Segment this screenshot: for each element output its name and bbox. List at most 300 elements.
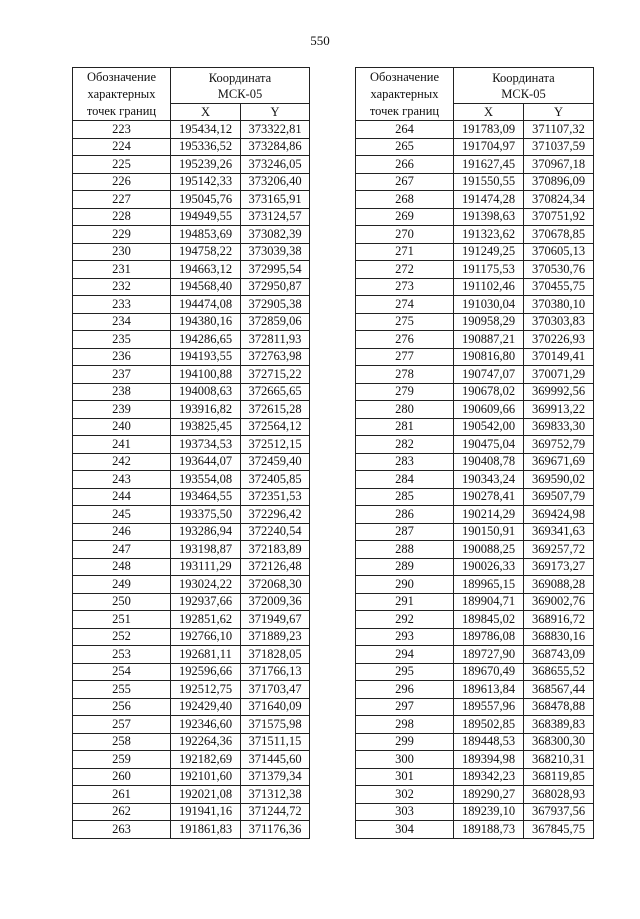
x-coordinate-cell: 190475,04 <box>454 436 524 454</box>
y-coordinate-cell: 369671,69 <box>524 453 594 471</box>
point-id-cell: 279 <box>356 383 454 401</box>
coordinate-header <box>171 68 310 104</box>
x-coordinate-cell: 191249,25 <box>454 243 524 261</box>
y-coordinate-cell: 373206,40 <box>241 173 310 191</box>
table-row <box>356 401 594 419</box>
table-row <box>73 453 310 471</box>
x-coordinate-cell: 190278,41 <box>454 488 524 506</box>
point-id-cell: 234 <box>73 313 171 331</box>
table-row <box>73 663 310 681</box>
x-coordinate-cell: 191102,46 <box>454 278 524 296</box>
y-coordinate-cell: 368300,30 <box>524 733 594 751</box>
x-coordinate-cell: 193375,50 <box>171 506 241 524</box>
designation-header-line1: Обозначение <box>369 69 440 84</box>
point-id-cell: 255 <box>73 681 171 699</box>
y-coordinate-cell: 368743,09 <box>524 646 594 664</box>
table-row <box>73 348 310 366</box>
x-coordinate-cell: 192101,60 <box>171 768 241 786</box>
y-coordinate-cell: 367845,75 <box>524 821 594 839</box>
y-coordinate-cell: 372183,89 <box>241 541 310 559</box>
x-coordinate-cell: 192429,40 <box>171 698 241 716</box>
y-coordinate-cell: 370380,10 <box>524 296 594 314</box>
y-coordinate-cell: 368830,16 <box>524 628 594 646</box>
point-id-cell: 232 <box>73 278 171 296</box>
y-coordinate-cell: 369507,79 <box>524 488 594 506</box>
y-coordinate-cell: 369590,02 <box>524 471 594 489</box>
point-id-cell: 298 <box>356 716 454 734</box>
table-row <box>73 768 310 786</box>
table-row <box>73 803 310 821</box>
table-row <box>73 156 310 174</box>
point-id-cell: 224 <box>73 138 171 156</box>
point-id-cell: 286 <box>356 506 454 524</box>
y-coordinate-cell: 370605,13 <box>524 243 594 261</box>
table-row <box>73 226 310 244</box>
table-row <box>356 768 594 786</box>
point-id-cell: 236 <box>73 348 171 366</box>
x-coordinate-cell: 192596,66 <box>171 663 241 681</box>
table-row <box>73 436 310 454</box>
point-id-cell: 301 <box>356 768 454 786</box>
x-coordinate-cell: 189448,53 <box>454 733 524 751</box>
point-id-cell: 266 <box>356 156 454 174</box>
y-coordinate-cell: 372240,54 <box>241 523 310 541</box>
y-coordinate-cell: 371828,05 <box>241 646 310 664</box>
x-coordinate-cell: 190214,29 <box>454 506 524 524</box>
table-row <box>73 278 310 296</box>
point-id-cell: 254 <box>73 663 171 681</box>
table-row <box>73 138 310 156</box>
x-coordinate-cell: 192766,10 <box>171 628 241 646</box>
table-row <box>73 401 310 419</box>
x-coordinate-cell: 194380,16 <box>171 313 241 331</box>
y-coordinate-cell: 367937,56 <box>524 803 594 821</box>
y-coordinate-cell: 368478,88 <box>524 698 594 716</box>
y-coordinate-cell: 372950,87 <box>241 278 310 296</box>
table-row <box>73 698 310 716</box>
x-coordinate-cell: 189239,10 <box>454 803 524 821</box>
x-coordinate-cell: 190343,24 <box>454 471 524 489</box>
x-coordinate-cell: 190026,33 <box>454 558 524 576</box>
table-row <box>73 821 310 839</box>
table-row <box>73 121 310 139</box>
y-coordinate-cell: 371244,72 <box>241 803 310 821</box>
point-id-cell: 284 <box>356 471 454 489</box>
point-id-cell: 252 <box>73 628 171 646</box>
x-coordinate-cell: 194100,88 <box>171 366 241 384</box>
point-id-cell: 295 <box>356 663 454 681</box>
y-coordinate-cell: 371703,47 <box>241 681 310 699</box>
x-coordinate-cell: 190609,66 <box>454 401 524 419</box>
y-coordinate-cell: 373124,57 <box>241 208 310 226</box>
y-coordinate-cell: 371445,60 <box>241 751 310 769</box>
point-id-cell: 251 <box>73 611 171 629</box>
x-coordinate-cell: 191474,28 <box>454 191 524 209</box>
x-coordinate-cell: 191783,09 <box>454 121 524 139</box>
x-column-header: X <box>454 104 524 121</box>
x-coordinate-cell: 192937,66 <box>171 593 241 611</box>
x-coordinate-cell: 193554,08 <box>171 471 241 489</box>
x-coordinate-cell: 194568,40 <box>171 278 241 296</box>
table-row <box>73 628 310 646</box>
point-id-cell: 271 <box>356 243 454 261</box>
x-coordinate-cell: 193916,82 <box>171 401 241 419</box>
table-row <box>356 226 594 244</box>
point-id-cell: 249 <box>73 576 171 594</box>
table-row <box>73 681 310 699</box>
coordinates-table-right <box>355 67 594 839</box>
x-coordinate-cell: 190887,21 <box>454 331 524 349</box>
y-coordinate-cell: 370149,41 <box>524 348 594 366</box>
point-id-cell: 270 <box>356 226 454 244</box>
table-row <box>356 541 594 559</box>
point-id-cell: 244 <box>73 488 171 506</box>
y-coordinate-cell: 373284,86 <box>241 138 310 156</box>
table-row <box>73 383 310 401</box>
point-id-cell: 245 <box>73 506 171 524</box>
table-row <box>356 243 594 261</box>
x-coordinate-cell: 191627,45 <box>454 156 524 174</box>
y-coordinate-cell: 368655,52 <box>524 663 594 681</box>
point-id-cell: 273 <box>356 278 454 296</box>
y-coordinate-cell: 368119,85 <box>524 768 594 786</box>
point-id-cell: 248 <box>73 558 171 576</box>
y-coordinate-cell: 370678,85 <box>524 226 594 244</box>
table-row <box>356 786 594 804</box>
table-row <box>356 453 594 471</box>
point-id-cell: 280 <box>356 401 454 419</box>
point-id-cell: 264 <box>356 121 454 139</box>
table-row <box>356 261 594 279</box>
designation-header-line1: Обозначение <box>86 69 157 84</box>
point-id-cell: 243 <box>73 471 171 489</box>
coordinate-header-line2: МСК-05 <box>217 86 263 101</box>
x-coordinate-cell: 191550,55 <box>454 173 524 191</box>
point-id-cell: 260 <box>73 768 171 786</box>
point-id-cell: 275 <box>356 313 454 331</box>
point-id-cell: 229 <box>73 226 171 244</box>
y-coordinate-cell: 368567,44 <box>524 681 594 699</box>
x-coordinate-cell: 190088,25 <box>454 541 524 559</box>
table-row <box>356 646 594 664</box>
point-id-cell: 300 <box>356 751 454 769</box>
table-row <box>356 191 594 209</box>
x-coordinate-cell: 194949,55 <box>171 208 241 226</box>
table-row <box>73 313 310 331</box>
table-row <box>73 611 310 629</box>
point-id-cell: 233 <box>73 296 171 314</box>
y-coordinate-cell: 371766,13 <box>241 663 310 681</box>
point-id-cell: 297 <box>356 698 454 716</box>
x-coordinate-cell: 191861,83 <box>171 821 241 839</box>
table-row <box>73 716 310 734</box>
designation-header <box>356 68 454 121</box>
y-coordinate-cell: 372009,36 <box>241 593 310 611</box>
x-coordinate-cell: 189557,96 <box>454 698 524 716</box>
point-id-cell: 265 <box>356 138 454 156</box>
table-row <box>356 208 594 226</box>
y-coordinate-cell: 373165,91 <box>241 191 310 209</box>
point-id-cell: 226 <box>73 173 171 191</box>
x-coordinate-cell: 192346,60 <box>171 716 241 734</box>
point-id-cell: 303 <box>356 803 454 821</box>
point-id-cell: 240 <box>73 418 171 436</box>
y-coordinate-cell: 370824,34 <box>524 191 594 209</box>
y-coordinate-cell: 369913,22 <box>524 401 594 419</box>
x-coordinate-cell: 195142,33 <box>171 173 241 191</box>
y-coordinate-cell: 372296,42 <box>241 506 310 524</box>
point-id-cell: 276 <box>356 331 454 349</box>
table-row <box>356 733 594 751</box>
table-row <box>356 296 594 314</box>
table-row <box>356 383 594 401</box>
y-coordinate-cell: 372665,65 <box>241 383 310 401</box>
designation-header-line3: точек границ <box>369 103 440 118</box>
x-coordinate-cell: 189188,73 <box>454 821 524 839</box>
y-coordinate-cell: 372459,40 <box>241 453 310 471</box>
table-row <box>356 803 594 821</box>
y-coordinate-cell: 370967,18 <box>524 156 594 174</box>
point-id-cell: 257 <box>73 716 171 734</box>
table-row <box>73 261 310 279</box>
x-coordinate-cell: 192182,69 <box>171 751 241 769</box>
y-coordinate-cell: 370530,76 <box>524 261 594 279</box>
point-id-cell: 242 <box>73 453 171 471</box>
point-id-cell: 278 <box>356 366 454 384</box>
x-coordinate-cell: 194286,65 <box>171 331 241 349</box>
point-id-cell: 238 <box>73 383 171 401</box>
x-coordinate-cell: 195239,26 <box>171 156 241 174</box>
y-coordinate-cell: 369088,28 <box>524 576 594 594</box>
table-row <box>356 471 594 489</box>
x-coordinate-cell: 194193,55 <box>171 348 241 366</box>
table-row <box>73 523 310 541</box>
point-id-cell: 250 <box>73 593 171 611</box>
y-coordinate-cell: 368028,93 <box>524 786 594 804</box>
table-row <box>356 698 594 716</box>
x-coordinate-cell: 193644,07 <box>171 453 241 471</box>
table-row <box>73 366 310 384</box>
table-row <box>356 821 594 839</box>
page-number: 550 <box>310 33 330 48</box>
y-coordinate-cell: 372068,30 <box>241 576 310 594</box>
x-coordinate-cell: 190408,78 <box>454 453 524 471</box>
x-coordinate-cell: 193024,22 <box>171 576 241 594</box>
table-row <box>356 751 594 769</box>
table-row <box>356 331 594 349</box>
point-id-cell: 262 <box>73 803 171 821</box>
point-id-cell: 269 <box>356 208 454 226</box>
x-coordinate-cell: 189904,71 <box>454 593 524 611</box>
coordinate-header <box>454 68 594 104</box>
y-coordinate-cell: 371640,09 <box>241 698 310 716</box>
table-row <box>73 646 310 664</box>
y-coordinate-cell: 372405,85 <box>241 471 310 489</box>
point-id-cell: 302 <box>356 786 454 804</box>
x-coordinate-cell: 192264,36 <box>171 733 241 751</box>
y-coordinate-cell: 371511,15 <box>241 733 310 751</box>
y-coordinate-cell: 371379,34 <box>241 768 310 786</box>
y-coordinate-cell: 371176,36 <box>241 821 310 839</box>
table-row <box>356 313 594 331</box>
table-row <box>73 243 310 261</box>
point-id-cell: 292 <box>356 611 454 629</box>
table-row <box>73 208 310 226</box>
table-row <box>73 593 310 611</box>
table-row <box>73 751 310 769</box>
point-id-cell: 304 <box>356 821 454 839</box>
y-column-header: Y <box>241 104 310 121</box>
table-row <box>356 523 594 541</box>
table-row <box>356 436 594 454</box>
point-id-cell: 267 <box>356 173 454 191</box>
table-row <box>73 471 310 489</box>
x-coordinate-cell: 191323,62 <box>454 226 524 244</box>
table-row <box>73 296 310 314</box>
x-coordinate-cell: 194008,63 <box>171 383 241 401</box>
table-row <box>73 786 310 804</box>
y-coordinate-cell: 373039,38 <box>241 243 310 261</box>
y-coordinate-cell: 372615,28 <box>241 401 310 419</box>
x-coordinate-cell: 193198,87 <box>171 541 241 559</box>
table-row <box>356 173 594 191</box>
y-coordinate-cell: 371037,59 <box>524 138 594 156</box>
table-row <box>356 156 594 174</box>
table-row <box>356 488 594 506</box>
x-coordinate-cell: 189727,90 <box>454 646 524 664</box>
x-coordinate-cell: 193286,94 <box>171 523 241 541</box>
table-row <box>73 191 310 209</box>
table-row <box>356 278 594 296</box>
y-coordinate-cell: 372995,54 <box>241 261 310 279</box>
x-coordinate-cell: 191175,53 <box>454 261 524 279</box>
x-coordinate-cell: 189342,23 <box>454 768 524 786</box>
point-id-cell: 289 <box>356 558 454 576</box>
point-id-cell: 290 <box>356 576 454 594</box>
y-coordinate-cell: 369992,56 <box>524 383 594 401</box>
coordinate-header-line2: МСК-05 <box>501 86 546 101</box>
point-id-cell: 256 <box>73 698 171 716</box>
x-coordinate-cell: 189613,84 <box>454 681 524 699</box>
x-coordinate-cell: 189290,27 <box>454 786 524 804</box>
x-coordinate-cell: 189786,08 <box>454 628 524 646</box>
table-row <box>356 716 594 734</box>
table-row <box>356 593 594 611</box>
point-id-cell: 281 <box>356 418 454 436</box>
y-coordinate-cell: 372512,15 <box>241 436 310 454</box>
y-coordinate-cell: 368916,72 <box>524 611 594 629</box>
y-coordinate-cell: 372351,53 <box>241 488 310 506</box>
point-id-cell: 258 <box>73 733 171 751</box>
x-coordinate-cell: 195434,12 <box>171 121 241 139</box>
x-coordinate-cell: 193464,55 <box>171 488 241 506</box>
table-row <box>73 576 310 594</box>
x-coordinate-cell: 194853,69 <box>171 226 241 244</box>
table-row <box>73 558 310 576</box>
point-id-cell: 272 <box>356 261 454 279</box>
point-id-cell: 282 <box>356 436 454 454</box>
point-id-cell: 285 <box>356 488 454 506</box>
point-id-cell: 231 <box>73 261 171 279</box>
y-coordinate-cell: 369173,27 <box>524 558 594 576</box>
table-row <box>356 418 594 436</box>
point-id-cell: 263 <box>73 821 171 839</box>
table-row <box>356 611 594 629</box>
x-coordinate-cell: 191941,16 <box>171 803 241 821</box>
designation-header-line2: характерных <box>87 86 156 101</box>
table-row <box>73 331 310 349</box>
table-row <box>356 576 594 594</box>
point-id-cell: 235 <box>73 331 171 349</box>
table-row <box>73 541 310 559</box>
x-coordinate-cell: 189502,85 <box>454 716 524 734</box>
x-coordinate-cell: 190542,00 <box>454 418 524 436</box>
point-id-cell: 291 <box>356 593 454 611</box>
x-coordinate-cell: 191030,04 <box>454 296 524 314</box>
table-row <box>356 628 594 646</box>
x-coordinate-cell: 190678,02 <box>454 383 524 401</box>
x-coordinate-cell: 191704,97 <box>454 138 524 156</box>
x-coordinate-cell: 195336,52 <box>171 138 241 156</box>
y-coordinate-cell: 371312,38 <box>241 786 310 804</box>
y-coordinate-cell: 372126,48 <box>241 558 310 576</box>
point-id-cell: 299 <box>356 733 454 751</box>
table-row <box>73 488 310 506</box>
y-coordinate-cell: 373246,05 <box>241 156 310 174</box>
table-row <box>356 681 594 699</box>
y-coordinate-cell: 372564,12 <box>241 418 310 436</box>
y-coordinate-cell: 371889,23 <box>241 628 310 646</box>
x-coordinate-cell: 192681,11 <box>171 646 241 664</box>
point-id-cell: 296 <box>356 681 454 699</box>
point-id-cell: 239 <box>73 401 171 419</box>
y-coordinate-cell: 370751,92 <box>524 208 594 226</box>
x-coordinate-cell: 190747,07 <box>454 366 524 384</box>
x-coordinate-cell: 190816,80 <box>454 348 524 366</box>
point-id-cell: 261 <box>73 786 171 804</box>
y-coordinate-cell: 372811,93 <box>241 331 310 349</box>
x-coordinate-cell: 189670,49 <box>454 663 524 681</box>
designation-header-line3: точек границ <box>86 103 157 118</box>
y-coordinate-cell: 370303,83 <box>524 313 594 331</box>
table-row <box>356 506 594 524</box>
x-coordinate-cell: 192021,08 <box>171 786 241 804</box>
table-row <box>356 348 594 366</box>
table-row <box>356 138 594 156</box>
coordinates-table-left <box>72 67 310 839</box>
table-row <box>73 506 310 524</box>
x-coordinate-cell: 194474,08 <box>171 296 241 314</box>
x-coordinate-cell: 194663,12 <box>171 261 241 279</box>
point-id-cell: 228 <box>73 208 171 226</box>
point-id-cell: 237 <box>73 366 171 384</box>
y-coordinate-cell: 373082,39 <box>241 226 310 244</box>
point-id-cell: 287 <box>356 523 454 541</box>
table-row <box>356 366 594 384</box>
x-coordinate-cell: 193825,45 <box>171 418 241 436</box>
x-coordinate-cell: 193734,53 <box>171 436 241 454</box>
x-coordinate-cell: 189965,15 <box>454 576 524 594</box>
point-id-cell: 247 <box>73 541 171 559</box>
x-coordinate-cell: 190150,91 <box>454 523 524 541</box>
point-id-cell: 259 <box>73 751 171 769</box>
table-row <box>356 558 594 576</box>
point-id-cell: 277 <box>356 348 454 366</box>
coordinate-header-line1: Координата <box>208 70 272 85</box>
point-id-cell: 283 <box>356 453 454 471</box>
designation-header <box>73 68 171 121</box>
y-coordinate-cell: 372763,98 <box>241 348 310 366</box>
